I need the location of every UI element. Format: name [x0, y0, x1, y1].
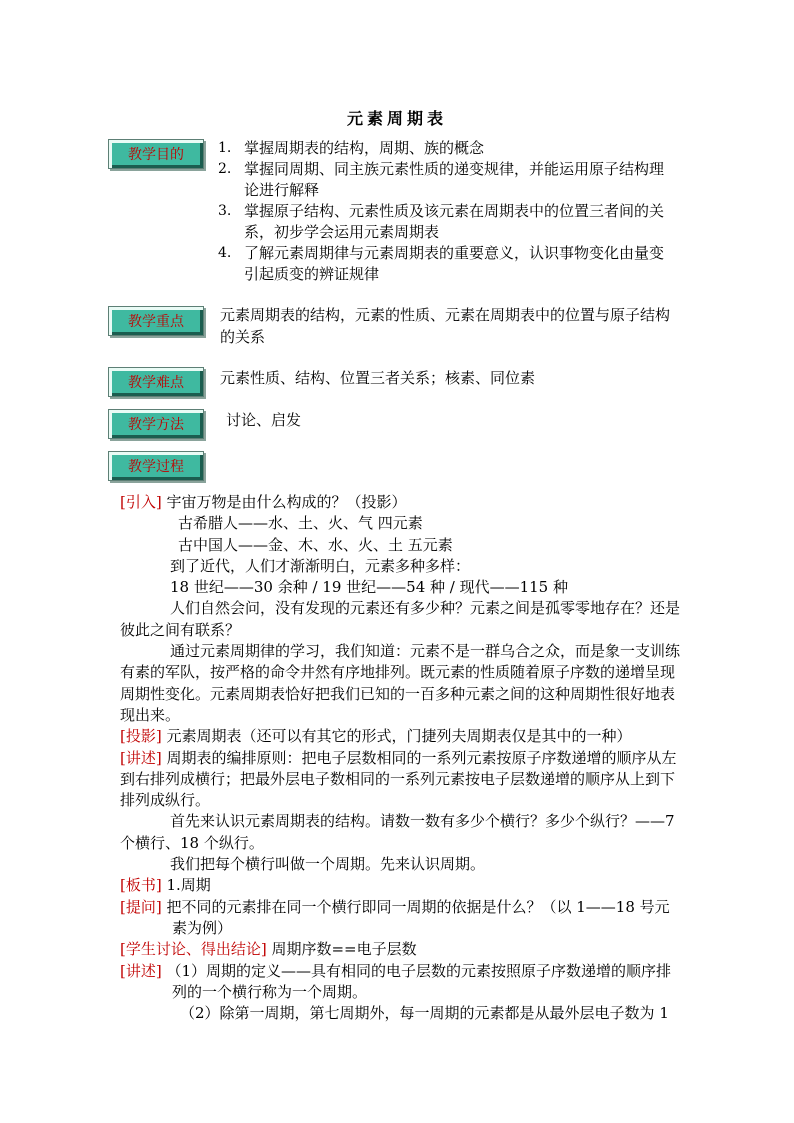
objective-item: [218, 159, 678, 201]
objective-text: 了解元素周期律与元素周期表的重要意义，认识事物变化由量变引起质变的辨证规律: [244, 244, 665, 283]
section-tag-difficulties: [108, 367, 204, 397]
section-tag-label: 教学目的: [128, 147, 184, 163]
body-line: 古中国人——金、木、水、火、土 五元素: [178, 535, 453, 554]
objective-number: 1.: [218, 140, 232, 156]
body-line: [120, 961, 680, 1004]
section-tag-methods: [108, 409, 204, 439]
section-tag-label: 教学难点: [128, 375, 184, 391]
methods-text: 讨论、启发: [226, 411, 302, 429]
body-text: 周期表的编排原则：把电子层数相同的一系列元素按原子序数递增的顺序从左到右排列成横行；把最外层电子数相同的一系列元素按电子层数递增的顺序从上到下排列成纵行。: [120, 748, 677, 810]
page-title: 元素周期表: [346, 109, 447, 128]
body-paragraph: 人们自然会问，没有发现的元素还有多少种？元素之间是孤零零地存在？还是彼此之间有联系？: [120, 599, 681, 639]
body-text: 宇宙万物是由什么构成的？（投影）: [161, 493, 407, 511]
objective-number: 2.: [218, 161, 232, 177]
body-line: 18 世纪——30 余种 / 19 世纪——54 种 / 现代——115 种: [170, 578, 568, 597]
body-text: 把不同的元素排在同一个横行即同一周期的依据是什么？（以 1——18 号元素为例）: [161, 897, 670, 937]
objective-item: [218, 201, 678, 243]
body-paragraph: 通过元素周期律的学习，我们知道：元素不是一群乌合之众，而是象一支训练有素的军队，按严格的命令井然有序地排列。既元素的性质随着原子序数的递增呈现周期性变化。元素周期表恰好把我们已知的一百多种元素之间的这种周期性很好地表现出来。: [120, 642, 681, 724]
body-paragraph: 首先来认识元素周期表的结构。请数一数有多少个横行？多少个纵行？——7 个横行、18 个纵行。: [120, 812, 675, 852]
body-text: 1.周期: [161, 876, 211, 895]
body-line: [120, 726, 680, 747]
label-tag: [板书]: [120, 876, 162, 895]
objective-item: [218, 138, 678, 159]
section-tag-label: 教学重点: [128, 314, 184, 330]
body-line: 古希腊人——水、土、火、气 四元素: [178, 514, 423, 533]
label-tag: [讲述]: [120, 961, 162, 980]
body-text: 元素周期表（还可以有其它的形式，门捷列夫周期表仅是其中的一种）: [161, 727, 632, 746]
objective-number: 3.: [218, 203, 232, 219]
body-line: （2）除第一周期，第七周期外，每一周期的元素都是从最外层电子数为 1: [180, 1004, 669, 1023]
section-tag-process: [108, 451, 204, 481]
section-tag-label: 教学过程: [128, 459, 184, 475]
body-text: 周期序数==电子层数: [266, 940, 417, 959]
body-line: [120, 748, 680, 812]
label-tag: [讲述]: [120, 748, 162, 767]
key-points-text: 元素周期表的结构，元素的性质、元素在周期表中的位置与原子结构的关系: [220, 306, 671, 346]
label-tag: [投影]: [120, 727, 162, 746]
process-body: [120, 492, 680, 1024]
objectives-list: [218, 138, 678, 285]
objective-text: 掌握同周期、同主族元素性质的递变规律，并能运用原子结构理论进行解释: [244, 160, 665, 199]
body-line: [120, 939, 680, 960]
label-tag: [提问]: [120, 897, 162, 916]
objective-number: 4.: [218, 245, 232, 261]
section-tag-objective: [108, 139, 204, 169]
body-line: 我们把每个横行叫做一个周期。先来认识周期。: [170, 855, 486, 874]
body-text: （1）周期的定义——具有相同的电子层数的元素按照原子序数递增的顺序排列的一个横行称为一个周期。: [161, 961, 672, 1001]
body-line: [120, 875, 680, 896]
body-line: [120, 897, 680, 940]
objective-item: [218, 243, 678, 285]
body-line: [120, 492, 680, 513]
objective-text: 掌握原子结构、元素性质及该元素在周期表中的位置三者间的关系，初步学会运用元素周期表: [244, 202, 665, 241]
section-tag-label: 教学方法: [128, 417, 184, 433]
section-tag-key-points: [108, 306, 204, 336]
label-tag: [引入]: [120, 493, 162, 511]
label-tag: [学生讨论、得出结论]: [120, 940, 267, 959]
body-line: 到了近代，人们才渐渐明白，元素多种多样：: [170, 556, 471, 575]
difficulties-text: 元素性质、结构、位置三者关系；核素、同位素: [220, 369, 536, 387]
objective-text: 掌握周期表的结构，周期、族的概念: [244, 139, 485, 157]
